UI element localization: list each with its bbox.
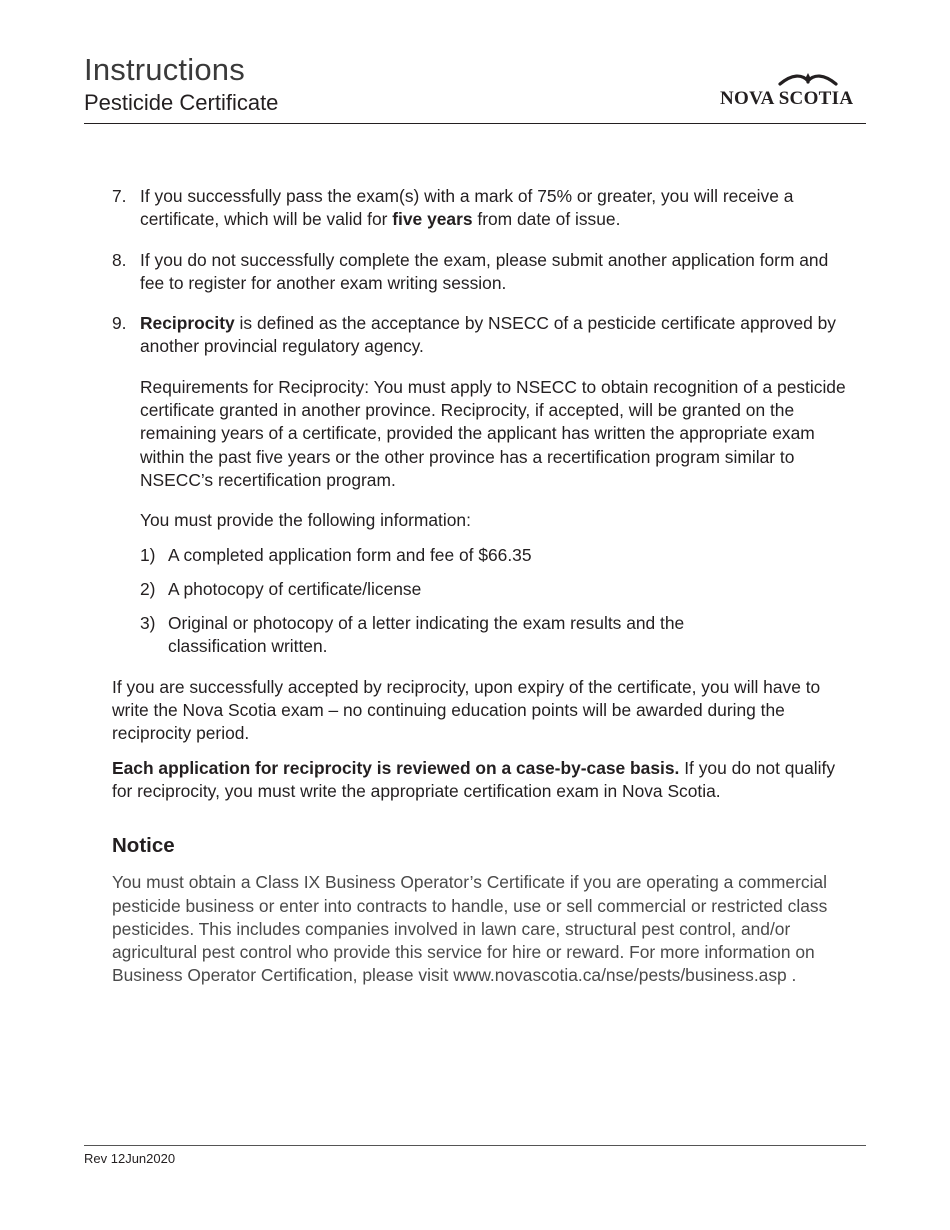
- sub-text: A photocopy of certificate/license: [168, 578, 422, 599]
- case-bold-text: Each application for reciprocity is reviewed on a case-by-case basis.: [112, 757, 680, 778]
- list-item-8: [112, 249, 852, 296]
- nova-scotia-logo: [720, 70, 866, 110]
- page-title: Instructions: [84, 52, 245, 87]
- sub-text: A completed application form and fee of $66.35: [168, 544, 532, 565]
- item-bold-text: Reciprocity: [140, 313, 235, 334]
- item-bold-text: five years: [392, 209, 473, 230]
- logo-wordmark: NOVA SCOTIA: [720, 88, 854, 109]
- case-text: If you do not qualify for reciprocity, you must write the appropriate certification exam in Nova Scotia.: [112, 757, 836, 801]
- notice-heading: Notice: [112, 834, 175, 858]
- list-item-7: [112, 185, 852, 232]
- requirement-item-3: [112, 612, 852, 659]
- case-paragraph: [112, 757, 852, 804]
- item-number: 8.: [112, 249, 127, 270]
- item-number: 7.: [112, 186, 127, 206]
- requirement-item-1: [112, 544, 852, 567]
- sub-text: Original or photocopy of a letter indicating the exam results and the classification written.: [168, 613, 685, 657]
- requirement-item-2: [112, 578, 852, 601]
- page-subtitle: Pesticide Certificate: [84, 90, 279, 115]
- item-text: If you successfully pass the exam(s) with a mark of 75% or greater, you will receive a certificate, which will be valid for: [140, 186, 794, 230]
- requirements-paragraph: Requirements for Reciprocity: You must apply to NSECC to obtain recognition of a pesticide certificate granted in another province. Reciprocity, if accepted, will be granted on the remaining years of a certificate, provided the applicant has written the appropriate exam within the past five years or the other province has a recertification program similar to NSECC’s recertification program.: [140, 376, 846, 490]
- list-item-9: [112, 312, 852, 359]
- accepted-paragraph: If you are successfully accepted by reciprocity, upon expiry of the certificate, you will have to write the Nova Scotia exam – no continuing education points will be awarded during the reciprocity period.: [112, 676, 821, 744]
- item-text: is defined as the acceptance by NSECC of a pesticide certificate approved by another provincial regulatory agency.: [140, 313, 836, 357]
- item-text-end: from date of issue.: [472, 209, 621, 230]
- revision-label: Rev 12Jun2020: [84, 1151, 176, 1166]
- item-number: 9.: [112, 313, 127, 334]
- sub-number: 1): [140, 544, 156, 565]
- provide-intro: You must provide the following information:: [140, 510, 471, 531]
- item-text: If you do not successfully complete the exam, please submit another application form and fee to register for another exam writing session.: [140, 249, 829, 293]
- main-content: [112, 185, 852, 988]
- sub-number: 3): [140, 613, 156, 634]
- footer-divider: [84, 1145, 866, 1146]
- page-header: [84, 52, 866, 124]
- notice-body: You must obtain a Class IX Business Operator’s Certificate if you are operating a commercial pesticide business or enter into contracts to handle, use or sell commercial or restricted class pesticides. This includes companies involved in lawn care, structural pest control, and/or agricultural pest control who provide this service for hire or reward. For more information on Business Operator Certification, please visit www.novascotia.ca/nse/pests/business.asp .: [112, 872, 828, 986]
- sub-number: 2): [140, 578, 156, 599]
- header-divider: [84, 123, 866, 124]
